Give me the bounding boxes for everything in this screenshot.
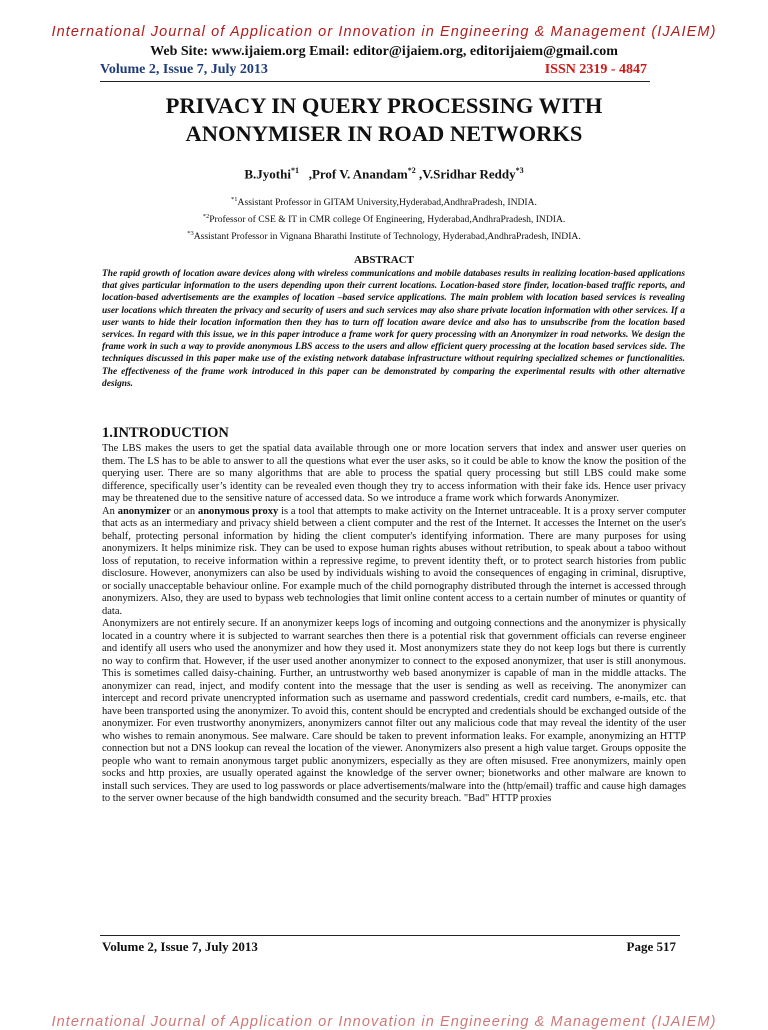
author-name: B.Jyothi xyxy=(244,166,291,182)
abstract-heading: ABSTRACT xyxy=(354,254,414,266)
term-anonymous-proxy: anonymous proxy xyxy=(197,505,279,517)
affiliation-line xyxy=(0,227,768,244)
paragraph-text: An xyxy=(102,505,118,517)
paragraph-text: is a tool that attempts to make activity on the Internet untraceable. It is a proxy server computer that acts as an intermediary and privacy shield between a client computer and the rest of the Internet. It accesses the Internet on the user's behalf, protecting personal information by hiding the client computer's identifying information. There are many purposes for using anonymizers. It helps minimize risk. They can be used to expose human rights abuses without retribution, to speak about a taboo without loss of reputation, to receive information within a repressive regime, to prevent identity theft, or to protect search histories from public disclosure. However, anonymizers can also be used by individuals wishing to avoid the consequences of engaging in criminal, disruptive, or socially unacceptable behaviour online. For example much of the child pornography distributed through the internet is accessed through anonymizers. Also, they are used to bypass web technologies that limit online content access to a certain number of minutes or quantity of data. xyxy=(102,505,686,617)
affiliation-text: Assistant Professor in GITAM University,Hyderabad,AndhraPradesh, INDIA. xyxy=(237,197,537,209)
journal-title: International Journal of Application or Innovation in Engineering & Management (IJAIEM) xyxy=(51,24,717,40)
next-page-header: International Journal of Application or Innovation in Engineering & Management (IJAIEM) xyxy=(51,1014,717,1030)
affiliation-superscript: *3 xyxy=(187,230,194,238)
volume-issue: Volume 2, Issue 7, July 2013 xyxy=(100,62,268,77)
affiliation-superscript: *2 xyxy=(202,213,210,221)
issn: ISSN 2319 - 4847 xyxy=(544,62,647,77)
footer-volume: Volume 2, Issue 7, July 2013 xyxy=(102,939,258,954)
affiliation-line xyxy=(0,193,768,210)
author-superscript: *3 xyxy=(515,166,524,175)
affiliation-superscript: *1 xyxy=(231,196,238,203)
author-name: ,V.Sridhar Reddy xyxy=(418,166,516,182)
affiliation-text: Professor of CSE & IT in CMR college Of Engineering, Hyderabad,AndhraPradesh, INDIA. xyxy=(209,214,566,226)
term-anonymizer: anonymizer xyxy=(117,505,171,517)
affiliation-text: Assistant Professor in Vignana Bharathi Institute of Technology, Hyderabad,AndhraPradesh, INDIA. xyxy=(193,231,581,243)
page-number: Page 517 xyxy=(626,939,676,954)
footer-divider xyxy=(100,935,680,936)
author-list xyxy=(0,166,768,182)
anonymizer-paragraph xyxy=(102,506,686,619)
author-name: ,Prof V. Anandam xyxy=(308,166,408,182)
paragraph-text: or an xyxy=(170,505,198,517)
header-divider xyxy=(100,81,650,82)
affiliation-line xyxy=(0,210,768,227)
paper-title: PRIVACY IN QUERY PROCESSING WITH ANONYMISER IN ROAD NETWORKS xyxy=(165,93,603,146)
intro-paragraph: The LBS makes the users to get the spatial data available through one or more location servers that index and answer user queries on them. The LS has to be able to answer to all the questions what ever the user asks, so it could be able to know the know the position of the querying user. There are so many algorithms that are able to process the spatial query processing but still LBS could make some difference, specifically user’s identity can be revealed even though they try to access information with their fake ids. Hence user privacy may be threatened due to the sensitive nature of accessed data. So we introduce a frame work which forwards Anonymizer. xyxy=(102,443,686,504)
author-superscript: *2 xyxy=(407,166,416,175)
body-text xyxy=(102,443,686,806)
journal-website-line: Web Site: www.ijaiem.org Email: editor@ijaiem.org, editorijaiem@gmail.com xyxy=(150,44,618,59)
section-heading: 1.INTRODUCTION xyxy=(102,425,229,441)
affiliations xyxy=(0,193,768,245)
security-paragraph: Anonymizers are not entirely secure. If an anonymizer keeps logs of incoming and outgoing connections and the anonymizer is physically located in a country where it is subjected to warrant searches then there is a potential risk that government officials can reverse engineer and identify all users who used the anonymizer and how they used it. Most anonymizers state they do not keep logs but there is currently no way to confirm that. However, if the user used another anonymizer to connect to the exposed anonymizer, that user is still anonymous. This is sometimes called daisy-chaining. Further, an untrustworthy web based anonymizer is capable of man in the middle attacks. The anonymizer can read, inject, and modify content into the message that the user is sending as well as receiving. The anonymizer can intercept and record private unencrypted information such as username and password credentials, credit card numbers, e-mails, etc. that have been transported using the anonymizer. To avoid this, content should be encrypted and credentials should be exchanged outside of the anonymizer. For even trustworthy anonymizers, anonymizers cannot filter out any malicious code that may reveal the identity of the user who wishes to remain anonymous. See malware. Care should be taken to prevent information leaks. For example, anonymizing an HTTP connection but not a DNS lookup can reveal the location of the viewer. Anonymizers also present a high value target. Groups opposite the people who want to remain anonymous target public anonymizers, especially as they are often misused. Free anonymizers, mainly open socks and http proxies, are usually operated against the knowledge of the server owner; bionetworks and other malware are known to install such services. They are used to log passwords or place advertisements/malware into the (http/email) traffic and cause high damages to the server owner because of the high bandwidth consumed and the security breach. "Bad" HTTP proxies xyxy=(102,618,686,804)
author-superscript: *1 xyxy=(290,166,299,175)
abstract-body: The rapid growth of location aware devices along with wireless communications and mobile databases results in realizing location-based applications that gives particular information to the users depending upon their current locations. Location-based store finder, location-based traffic reports, and location-based advertisements are the examples of location –based service applications. The main problem with location based services is revealing user locations which threaten the privacy and security of users and such services may also share private location information with other services. If a user wants to hide their location information then they has to turn off location aware device and also has to unsubscribe from the location based services. In regard with this issue, we in this paper introduce a frame work for query processing with an Anonymizer in road networks. We design the frame work in such a way to provide anonymous LBS access to the users and allow efficient query processing at the location based services side. The techniques discussed in this paper make use of the existing network database infrastructure without requiring specialized schemes or functionalities. The effectiveness of the frame work introduced in this paper can be demonstrated by comparing the experimental results with other alternative designs. xyxy=(102,269,685,389)
